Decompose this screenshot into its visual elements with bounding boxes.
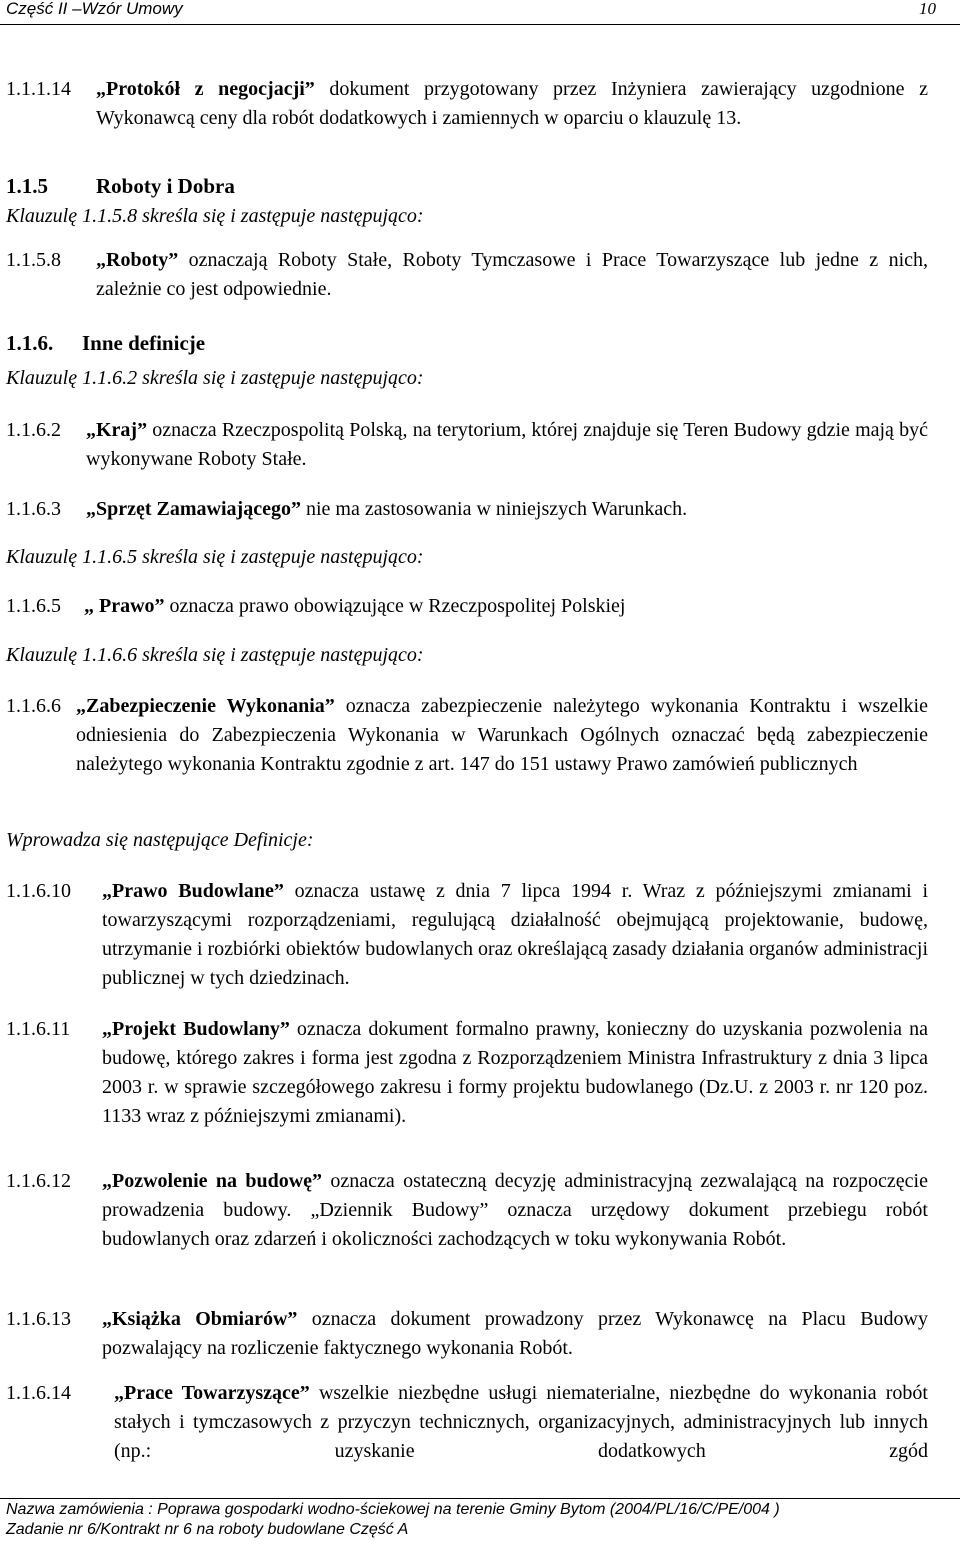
item-number: 1.1.6.13 (6, 1308, 71, 1330)
clause-instruction: Klauzulę 1.1.6.5 skreśla się i zastępuje następująco: (6, 546, 424, 568)
footer-contract-name: Nazwa zamówienia : Poprawa gospodarki wodno-ściekowej na terenie Gminy Bytom (2004/PL/16/C/PE/004 ) (6, 1501, 780, 1518)
definition-text: dokument przygotowany przez Inżyniera zawierający uzgodnione z Wykonawcą ceny dla robót dodatkowych i zamiennych w oparciu o klauzulę 13. (96, 78, 928, 129)
definition-text: oznacza zabezpieczenie należytego wykonania Kontraktu i wszelkie odniesienia do Zabezpieczenia Wykonania w Warunkach Ogólnych oznaczać będą zabezpieczenie należytego wykonania Kontraktu zgodnie z art. 147 do 151 ustawy Prawo zamówień publicznych (76, 695, 928, 775)
definition-kraj (86, 416, 928, 474)
definition-text: wszelkie niezbędne usługi niematerialne, niezbędne do wykonania robót stałych i tymczasowych z przyczyn technicznych, organizacyjnych, administracyjnych lub innych (np.: uzyskanie dodatkowych zgód (114, 1382, 928, 1462)
definition-protokol (96, 75, 928, 133)
definition-text: nie ma zastosowania w niniejszych Warunkach. (300, 498, 688, 520)
definition-projekt-budowlany (102, 1015, 928, 1131)
item-number: 1.1.6.2 (6, 419, 61, 441)
item-number: 1.1.1.14 (6, 78, 71, 100)
definition-pozwolenie (102, 1167, 928, 1254)
page-number: 10 (919, 0, 936, 18)
clause-instruction: Klauzulę 1.1.5.8 skreśla się i zastępuje następująco: (6, 205, 424, 227)
item-number: 1.1.6.5 (6, 595, 61, 617)
definition-text: oznacza ustawę z dnia 7 lipca 1994 r. Wraz z późniejszymi zmianami i towarzyszącymi rozporządzeniami, regulującą działalność obejmującą projektowanie, budowę, utrzymanie i rozbiórki obiektów budowlanych oraz określającą zasady działania organów administracji publicznej w tych dziedzinach. (102, 880, 929, 989)
definition-prawo (84, 592, 928, 621)
clause-instruction: Klauzulę 1.1.6.2 skreśla się i zastępuje następująco: (6, 367, 424, 389)
section-number: 1.1.6. (6, 331, 54, 355)
definition-term: „Prawo Budowlane” (102, 880, 284, 902)
page-header (0, 0, 960, 24)
item-number: 1.1.5.8 (6, 249, 61, 271)
section-title: Roboty i Dobra (96, 174, 235, 198)
definition-zabezpieczenie (76, 692, 928, 779)
definition-roboty (96, 246, 928, 304)
clause-instruction: Wprowadza się następujące Definicje: (6, 829, 314, 851)
definition-term: „Kraj” (86, 419, 148, 441)
definition-term: „Pozwolenie na budowę” (102, 1170, 323, 1192)
section-number: 1.1.5 (6, 174, 48, 198)
header-title: Część II –Wzór Umowy (6, 0, 183, 18)
page-footer (0, 1498, 960, 1544)
definition-text: oznaczają Roboty Stałe, Roboty Tymczasowe i Prace Towarzyszące lub jedne z nich, zależnie co jest odpowiednie. (96, 249, 928, 300)
clause-instruction: Klauzulę 1.1.6.6 skreśla się i zastępuje następująco: (6, 644, 424, 666)
definition-text: oznacza dokument formalno prawny, konieczny do uzyskania pozwolenia na budowę, którego zakres i forma jest zgodna z Rozporządzeniem Ministra Infrastruktury z dnia 3 lipca 2003 r. w sprawie szczegółowego zakresu i formy projektu budowlanego (Dz.U. z 2003 r. nr 120 poz. 1133 wraz z późniejszymi zmianami). (102, 1018, 928, 1127)
definition-prawo-budowlane (102, 877, 928, 993)
item-number: 1.1.6.14 (6, 1382, 71, 1404)
definition-term: „Projekt Budowlany” (102, 1018, 290, 1040)
header-divider (0, 24, 960, 25)
item-number: 1.1.6.12 (6, 1170, 71, 1192)
item-number: 1.1.6.10 (6, 880, 71, 902)
definition-term: „Prace Towarzyszące” (114, 1382, 310, 1404)
definition-text: oznacza Rzeczpospolitą Polską, na terytorium, której znajduje się Teren Budowy gdzie mają być wykonywane Roboty Stałe. (86, 419, 928, 470)
definition-text: oznacza prawo obowiązujące w Rzeczpospolitej Polskiej (164, 595, 626, 617)
item-number: 1.1.6.3 (6, 498, 61, 520)
footer-divider (0, 1498, 960, 1499)
definition-term: „Zabezpieczenie Wykonania” (76, 695, 335, 717)
section-title: Inne definicje (82, 331, 206, 355)
definition-term: „Książka Obmiarów” (102, 1308, 298, 1330)
item-number: 1.1.6.11 (6, 1018, 71, 1040)
definition-text: oznacza dokument prowadzony przez Wykonawcę na Placu Budowy pozwalający na rozliczenie faktycznego wykonania Robót. (102, 1308, 928, 1359)
definition-prace-towarzyszace (114, 1379, 928, 1466)
footer-task-name: Zadanie nr 6/Kontrakt nr 6 na roboty budowlane Część A (6, 1521, 409, 1538)
definition-sprzet (86, 495, 928, 524)
definition-term: „Protokół z negocjacji” (96, 78, 315, 100)
definition-ksiazka-obmiarow (102, 1305, 928, 1363)
item-number: 1.1.6.6 (6, 695, 61, 717)
definition-term: „Roboty” (96, 249, 179, 271)
definition-term: „ Prawo” (84, 595, 165, 617)
definition-text: oznacza ostateczną decyzję administracyjną zezwalającą na rozpoczęcie prowadzenia budowy. „Dziennik Budowy” oznacza urzędowy dokument przebiegu robót budowlanych oraz zdarzeń i okoliczności zachodzących w toku wykonywania Robót. (102, 1170, 928, 1250)
definition-term: „Sprzęt Zamawiającego” (86, 498, 301, 520)
